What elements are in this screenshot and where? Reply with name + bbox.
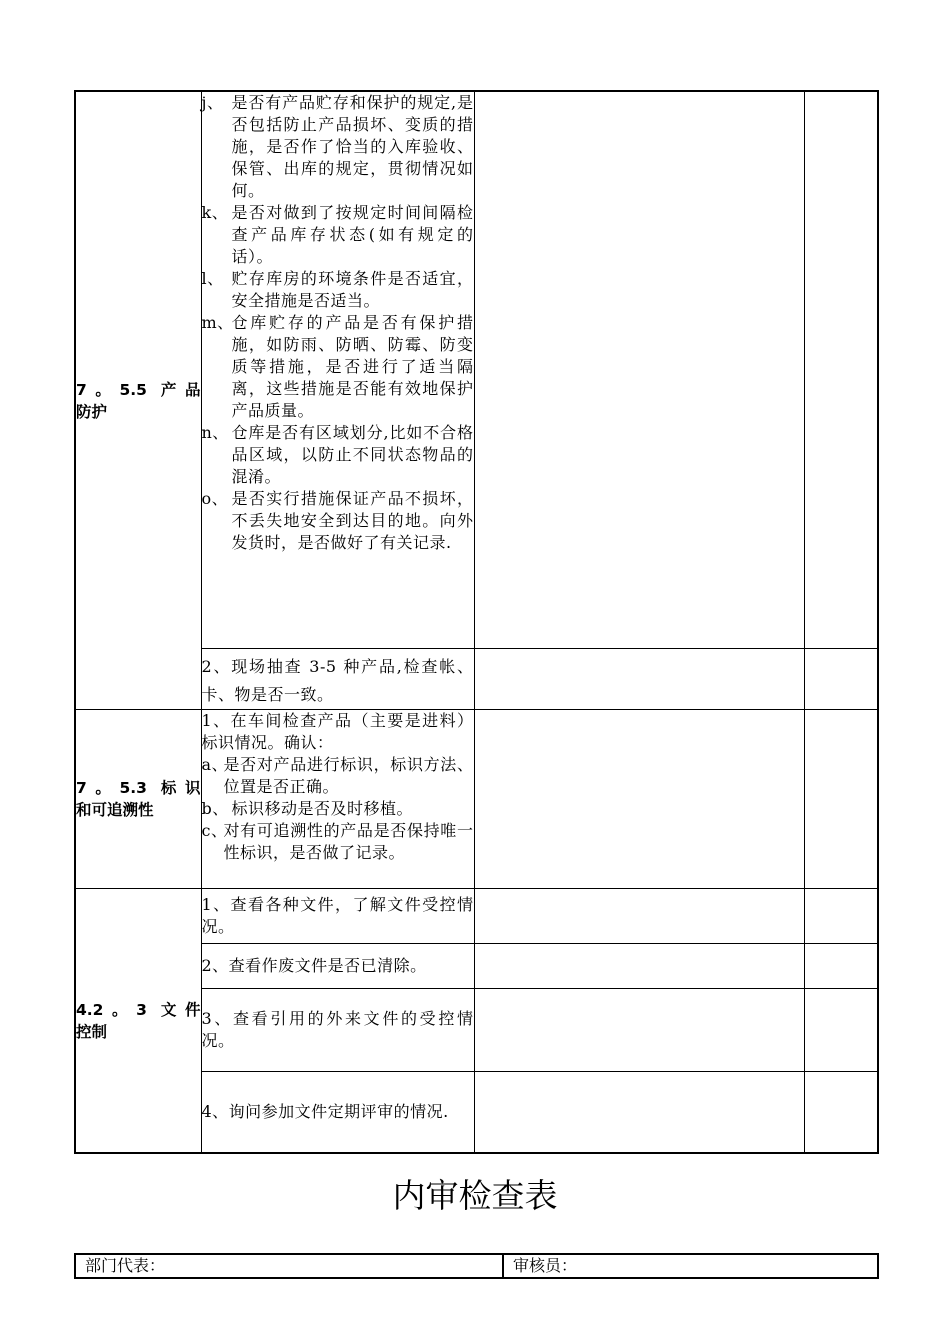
check-content-cell [201,91,474,649]
list-item [202,92,474,202]
check-content-cell [201,710,474,889]
item-marker: b、 [201,799,229,818]
check-content-cell [201,989,474,1072]
checklist-table [74,90,879,1154]
result-cell[interactable] [804,989,878,1072]
clause-cell [75,91,201,710]
check-text: 1、在车间检查产品（主要是进料）标识情况。确认： [201,711,474,752]
list-item [202,488,474,554]
list-item [202,312,474,422]
result-cell[interactable] [804,1072,878,1154]
auditor-field[interactable]: 审核员： [503,1254,878,1278]
item-text: 是否有产品贮存和保护的规定,是否包括防止产品损坏、变质的措施，是否作了恰当的入库验收、保管、出库的规定，贯彻情况如何。 [231,93,474,200]
item-text: 是否实行措施保证产品不损坏，不丢失地安全到达目的地。向外发货时，是否做好了有关记录. [231,489,474,552]
check-content-cell [201,889,474,944]
item-marker: j、 [201,93,224,112]
list-item [202,422,474,488]
clause-label: 7。5.3 标识 [76,779,201,797]
signature-table [74,1253,879,1279]
clause-label-cont: 和可追溯性 [76,801,154,819]
result-cell[interactable] [804,91,878,649]
dept-rep-field[interactable]: 部门代表： [75,1254,503,1278]
table-row [75,91,878,649]
check-content-cell [201,944,474,989]
clause-cell [75,710,201,889]
item-marker: m、 [201,313,234,332]
table-row [75,889,878,944]
list-item [202,202,474,268]
clause-label: 4.2。3 文件 [76,1000,201,1019]
clause-label-cont: 防护 [76,402,108,421]
table-row [75,710,878,889]
check-text: 4、询问参加文件定期评审的情况. [201,1102,449,1121]
item-marker: o、 [201,489,229,508]
check-text: 3、查看引用的外来文件的受控情况。 [201,1009,474,1050]
check-content-cell [201,649,474,710]
item-text: 是否对产品进行标识，标识方法、位置是否正确。 [223,755,474,796]
list-item [202,268,474,312]
list-item [202,820,474,864]
audit-record-cell[interactable] [474,91,804,649]
item-text: 标识移动是否及时移植。 [231,799,414,818]
item-marker: k、 [201,203,229,222]
check-content-cell [201,1072,474,1154]
clause-label-cont: 控制 [76,1022,108,1041]
item-text: 仓库是否有区域划分,比如不合格品区域，以防止不同状态物品的混淆。 [231,423,474,486]
audit-record-cell[interactable] [474,944,804,989]
check-text: 1、查看各种文件，了解文件受控情况。 [201,895,474,936]
item-marker: n、 [201,423,229,442]
item-text: 对有可追溯性的产品是否保持唯一性标识，是否做了记录。 [223,821,474,862]
item-marker: a、 [201,755,229,774]
item-text: 仓库贮存的产品是否有保护措施，如防雨、防晒、防霉、防变质等措施，是否进行了适当隔离，这些措施是否能有效地保护产品质量。 [231,313,474,420]
item-marker: l、 [201,269,224,288]
clause-cell [75,889,201,1154]
audit-record-cell[interactable] [474,710,804,889]
audit-record-cell[interactable] [474,889,804,944]
list-item [202,754,474,798]
result-cell[interactable] [804,944,878,989]
item-text: 是否对做到了按规定时间间隔检查产品库存状态(如有规定的话）。 [231,203,474,266]
list-item [202,798,474,820]
item-text: 贮存库房的环境条件是否适宜，安全措施是否适当。 [231,269,474,310]
item-marker: c、 [201,821,228,840]
table-row [75,1254,878,1278]
check-text: 2、查看作废文件是否已清除。 [201,956,427,975]
form-title: 内审检查表 [392,1176,558,1215]
check-text: 2、现场抽查 3-5 种产品,检查帐、卡、物是否一致。 [201,657,474,704]
result-cell[interactable] [804,649,878,710]
audit-record-cell[interactable] [474,649,804,710]
result-cell[interactable] [804,889,878,944]
clause-label: 7。5.5 产品 [76,380,201,399]
result-cell[interactable] [804,710,878,889]
audit-record-cell[interactable] [474,989,804,1072]
audit-record-cell[interactable] [474,1072,804,1154]
